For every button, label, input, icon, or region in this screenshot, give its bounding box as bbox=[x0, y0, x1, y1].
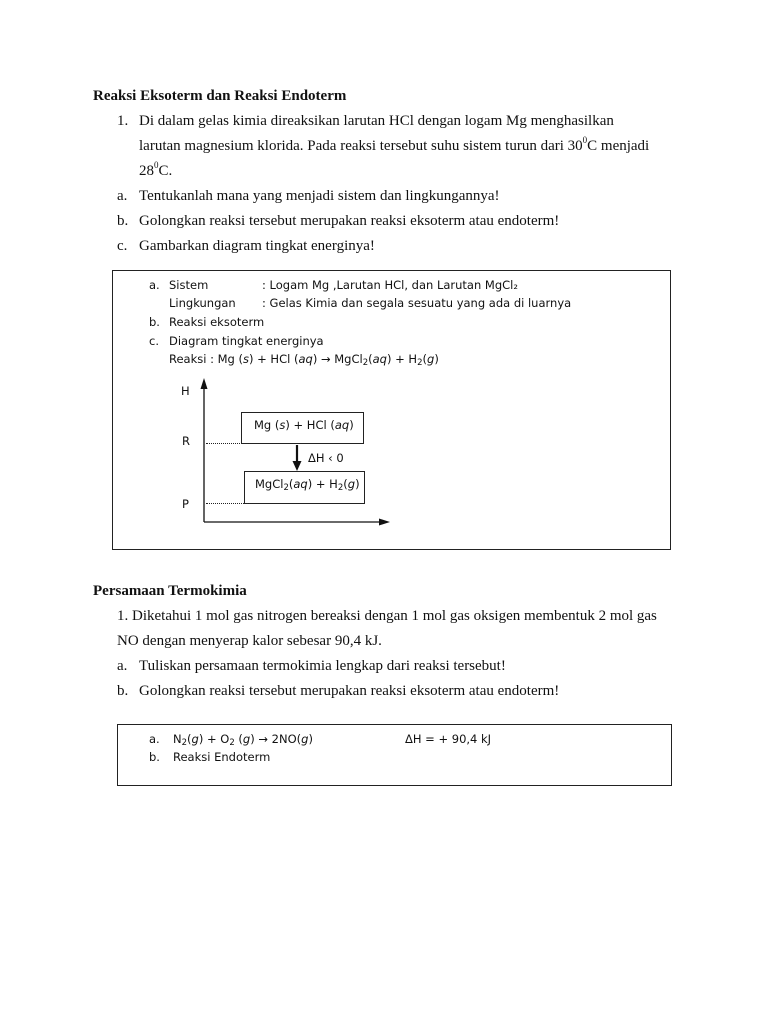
reactants-text: Mg (s) + HCl (aq) bbox=[254, 418, 354, 432]
reaction-equation: Reaksi : Mg (s) + HCl (aq) → MgCl$_2$(aq) + $H_2(g)$ bbox=[169, 352, 439, 368]
section-title-termokimia: Persamaan Termokimia bbox=[93, 583, 247, 599]
item2-text-a: Tuliskan persamaan termokimia lengkap dari reaksi tersebut! bbox=[139, 658, 506, 674]
question2-line1: 1. Diketahui 1 mol gas nitrogen bereaksi dengan 1 mol gas oksigen membentuk 2 mol gas bbox=[117, 608, 657, 624]
answer2-b-text: Reaksi Endoterm bbox=[173, 750, 271, 764]
item2-label-b: b. bbox=[117, 683, 129, 699]
delta-h-value: ΔH = + 90,4 kJ bbox=[405, 732, 492, 746]
answer2-a-label: a. bbox=[149, 732, 160, 746]
answer-c-text: Diagram tingkat energinya bbox=[169, 334, 324, 348]
y-axis-arrow-icon bbox=[201, 378, 208, 389]
item2-text-b: Golongkan reaksi tersebut merupakan reaksi eksoterm atau endoterm! bbox=[139, 683, 560, 699]
question-text-line3: $28^0C$. bbox=[139, 160, 173, 179]
lingkungan-value: : Gelas Kimia dan segala sesuatu yang ada di luarnya bbox=[262, 296, 572, 310]
item-text-c: Gambarkan diagram tingkat energinya! bbox=[139, 238, 375, 254]
sistem-value: : Logam Mg ,Larutan HCl, dan Larutan MgCl₂ bbox=[262, 278, 518, 292]
item-label-b: b. bbox=[117, 213, 129, 229]
lingkungan-label: Lingkungan bbox=[169, 296, 236, 310]
item-text-a: Tentukanlah mana yang menjadi sistem dan lingkungannya! bbox=[139, 188, 500, 204]
axis-label-p: P bbox=[182, 497, 189, 511]
answer-b-label: b. bbox=[149, 315, 160, 329]
question2-line2: NO dengan menyerap kalor sebesar 90,4 kJ. bbox=[117, 633, 382, 649]
section-title-reaksi: Reaksi Eksoterm dan Reaksi Endoterm bbox=[93, 88, 347, 104]
answer-a-label: a. bbox=[149, 278, 160, 292]
question-number: 1. bbox=[117, 113, 129, 129]
delta-h-label: ΔH ‹ 0 bbox=[308, 451, 344, 465]
item-text-b: Golongkan reaksi tersebut merupakan reaksi eksoterm atau endoterm! bbox=[139, 213, 560, 229]
question-text-line1: Di dalam gelas kimia direaksikan larutan HCl dengan logam Mg menghasilkan bbox=[139, 113, 614, 129]
reactant-level-dots bbox=[206, 443, 242, 444]
answer-b-text: Reaksi eksoterm bbox=[169, 315, 265, 329]
products-text: MgCl$_2$(aq) + $H_2(g)$ bbox=[255, 477, 360, 493]
item-label-a: a. bbox=[117, 188, 128, 204]
axis-label-r: R bbox=[182, 434, 190, 448]
thermo-equation: $N_2(g) + O_2$ (g) → 2NO(g) bbox=[173, 732, 313, 748]
down-arrow-icon bbox=[293, 461, 302, 471]
question-text-line2: larutan magnesium klorida. Pada reaksi tersebut suhu sistem turun dari $30^0C$ menjadi bbox=[139, 135, 650, 154]
sistem-label: Sistem bbox=[169, 278, 209, 292]
answer2-b-label: b. bbox=[149, 750, 160, 764]
x-axis-arrow-icon bbox=[379, 519, 390, 526]
item2-label-a: a. bbox=[117, 658, 128, 674]
product-level-dots bbox=[206, 503, 244, 504]
item-label-c: c. bbox=[117, 238, 128, 254]
answer-c-label: c. bbox=[149, 334, 159, 348]
axis-label-h: H bbox=[181, 384, 190, 398]
